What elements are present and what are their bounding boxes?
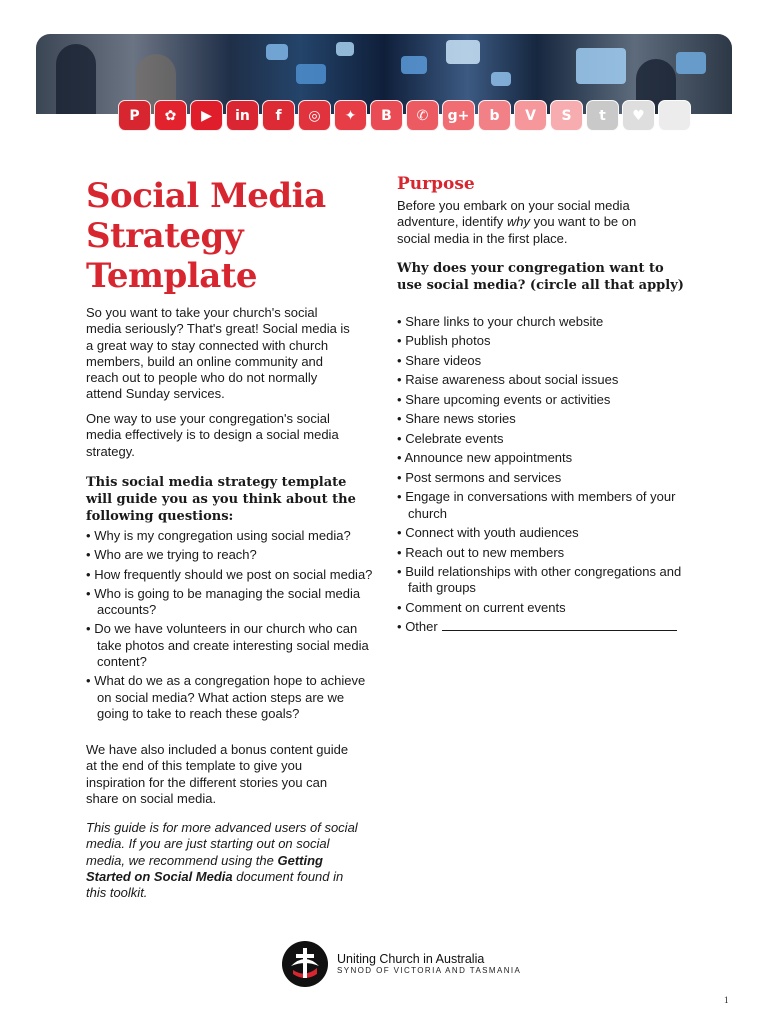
question-item bbox=[86, 621, 376, 670]
page-title bbox=[86, 176, 386, 296]
question-item bbox=[86, 567, 376, 583]
reason-text: Build relationships with other congregations and faith groups bbox=[405, 564, 682, 596]
why-heading: Why does your congregation want to use social media? (circle all that apply) bbox=[397, 261, 684, 293]
bullet: • bbox=[86, 547, 91, 563]
facebook-icon: f bbox=[262, 100, 295, 131]
bullet: • bbox=[397, 599, 402, 615]
bullet: • bbox=[397, 372, 402, 388]
title-line: Template bbox=[86, 256, 258, 296]
bullet: • bbox=[397, 469, 402, 485]
youtube-icon: ▶ bbox=[190, 100, 223, 131]
purpose-text: Before you embark on your social media adventure, identify bbox=[397, 198, 630, 230]
reason-item bbox=[397, 525, 687, 541]
reason-item bbox=[397, 564, 687, 597]
snapchat-icon: ✿ bbox=[154, 100, 187, 131]
purpose-paragraph bbox=[397, 198, 659, 247]
reason-text: Share links to your church website bbox=[405, 314, 604, 329]
bullet: • bbox=[397, 333, 402, 349]
instagram-icon: ◎ bbox=[298, 100, 331, 131]
extra-icon bbox=[658, 100, 691, 131]
intro-paragraph: So you want to take your church's social media seriously? That's great! Social media is a great way to stay connected with church members, build an online community and reach out to people who do not normally attend Sunday services. bbox=[86, 305, 350, 402]
reason-item bbox=[397, 314, 687, 330]
reason-item bbox=[397, 489, 687, 522]
purpose-text: you want to be on social media in the first place. bbox=[397, 214, 637, 246]
bullet: • bbox=[86, 621, 91, 637]
reason-item bbox=[397, 545, 687, 561]
pinterest-icon: P bbox=[118, 100, 151, 131]
questions-list bbox=[86, 528, 376, 725]
vimeo-icon: V bbox=[514, 100, 547, 131]
banner-screen bbox=[336, 42, 354, 56]
bullet: • bbox=[397, 489, 402, 505]
reason-text: Comment on current events bbox=[405, 599, 566, 615]
purpose-emphasis: why bbox=[506, 214, 530, 230]
question-text: Why is my congregation using social media? bbox=[94, 528, 351, 543]
other-label: Other bbox=[405, 619, 438, 635]
question-text: How frequently should we post on social media? bbox=[94, 566, 373, 582]
page-number: 1 bbox=[724, 995, 729, 1005]
reason-text: Reach out to new members bbox=[405, 544, 565, 560]
reason-text: Raise awareness about social issues bbox=[405, 372, 619, 388]
blogger-icon: B bbox=[370, 100, 403, 131]
linkedin-icon: in bbox=[226, 100, 259, 131]
banner-screen bbox=[446, 40, 480, 64]
bullet: • bbox=[86, 585, 91, 601]
banner-screen bbox=[491, 72, 511, 86]
social-icon-strip bbox=[118, 100, 738, 134]
reason-item bbox=[397, 470, 687, 486]
bullet: • bbox=[397, 411, 402, 427]
banner-screen bbox=[401, 56, 427, 74]
bonus-paragraph: We have also included a bonus content guide at the end of this template to give you inspiration for the different stories you can share on social media. bbox=[86, 742, 349, 806]
reason-item-other bbox=[397, 619, 687, 635]
question-text: Who are we trying to reach? bbox=[94, 547, 257, 563]
title-line: Strategy bbox=[86, 216, 244, 256]
logo-name: Uniting Church in Australia bbox=[337, 952, 485, 966]
reason-text: Post sermons and services bbox=[405, 469, 562, 485]
guide-heading: This social media strategy template will guide you as you think about the following questions: bbox=[86, 475, 356, 524]
reason-item bbox=[397, 600, 687, 616]
intro-paragraph: One way to use your congregation's social media effectively is to design a social media strategy. bbox=[86, 411, 339, 459]
bullet: • bbox=[397, 450, 402, 466]
reason-text: Engage in conversations with members of your church bbox=[405, 489, 676, 521]
question-item bbox=[86, 547, 376, 563]
reason-item bbox=[397, 353, 687, 369]
reason-text: Share videos bbox=[405, 352, 482, 368]
note-text: This guide is for more advanced users of social media. If you are just starting out on social media, we recommend using the bbox=[86, 820, 358, 868]
whatsapp-icon: ✆ bbox=[406, 100, 439, 131]
bullet: • bbox=[397, 544, 402, 560]
question-text: Who is going to be managing the social media accounts? bbox=[94, 585, 361, 618]
question-item bbox=[86, 673, 376, 722]
question-text: What do we as a congregation hope to achieve on social media? What action steps are we going to take to reach these goals? bbox=[94, 673, 366, 721]
other-write-in-line[interactable] bbox=[442, 620, 677, 631]
reason-item bbox=[397, 411, 687, 427]
banner-person bbox=[56, 44, 96, 114]
uniting-church-emblem-icon bbox=[281, 940, 329, 988]
title-line: Social Media bbox=[86, 176, 326, 216]
note-doc-title: Getting Started on Social Media bbox=[86, 852, 323, 884]
reason-text: Share news stories bbox=[405, 411, 516, 427]
reason-text: Share upcoming events or activities bbox=[405, 391, 611, 407]
banner-screen bbox=[266, 44, 288, 60]
google-plus-icon: g+ bbox=[442, 100, 475, 131]
advanced-note bbox=[86, 820, 366, 901]
bullet: • bbox=[397, 314, 402, 329]
banner-screen bbox=[296, 64, 326, 84]
reason-item bbox=[397, 450, 687, 466]
bullet: • bbox=[397, 430, 402, 446]
banner-screen bbox=[676, 52, 706, 74]
bullet: • bbox=[86, 528, 91, 543]
reasons-list bbox=[397, 314, 687, 639]
bullet: • bbox=[397, 352, 402, 368]
reason-text: Announce new appointments bbox=[404, 450, 573, 466]
logo-text bbox=[337, 952, 521, 976]
reason-item bbox=[397, 392, 687, 408]
blog-icon: b bbox=[478, 100, 511, 131]
logo-subtitle: SYNOD OF VICTORIA AND TASMANIA bbox=[337, 966, 522, 975]
bullet: • bbox=[86, 673, 91, 689]
question-text: Do we have volunteers in our church who can take photos and create interesting social media content? bbox=[94, 621, 369, 670]
reason-text: Connect with youth audiences bbox=[405, 525, 579, 541]
bullet: • bbox=[86, 566, 91, 582]
reason-item bbox=[397, 333, 687, 349]
reason-item bbox=[397, 372, 687, 388]
bullet: • bbox=[397, 525, 402, 541]
reason-text: Publish photos bbox=[405, 333, 491, 349]
reason-text: Celebrate events bbox=[405, 430, 504, 446]
purpose-heading: Purpose bbox=[397, 174, 475, 194]
banner-screen bbox=[576, 48, 626, 84]
uniting-church-logo bbox=[281, 940, 521, 988]
reason-item bbox=[397, 431, 687, 447]
bullet: • bbox=[397, 619, 402, 635]
bullet: • bbox=[397, 564, 402, 580]
twitter-icon: ✦ bbox=[334, 100, 367, 131]
question-item bbox=[86, 586, 376, 619]
bullet: • bbox=[397, 391, 402, 407]
note-text: document found in this toolkit. bbox=[86, 868, 344, 901]
question-item bbox=[86, 528, 376, 544]
heart-icon: ♥ bbox=[622, 100, 655, 131]
tumblr-icon: t bbox=[586, 100, 619, 131]
skype-icon: S bbox=[550, 100, 583, 131]
